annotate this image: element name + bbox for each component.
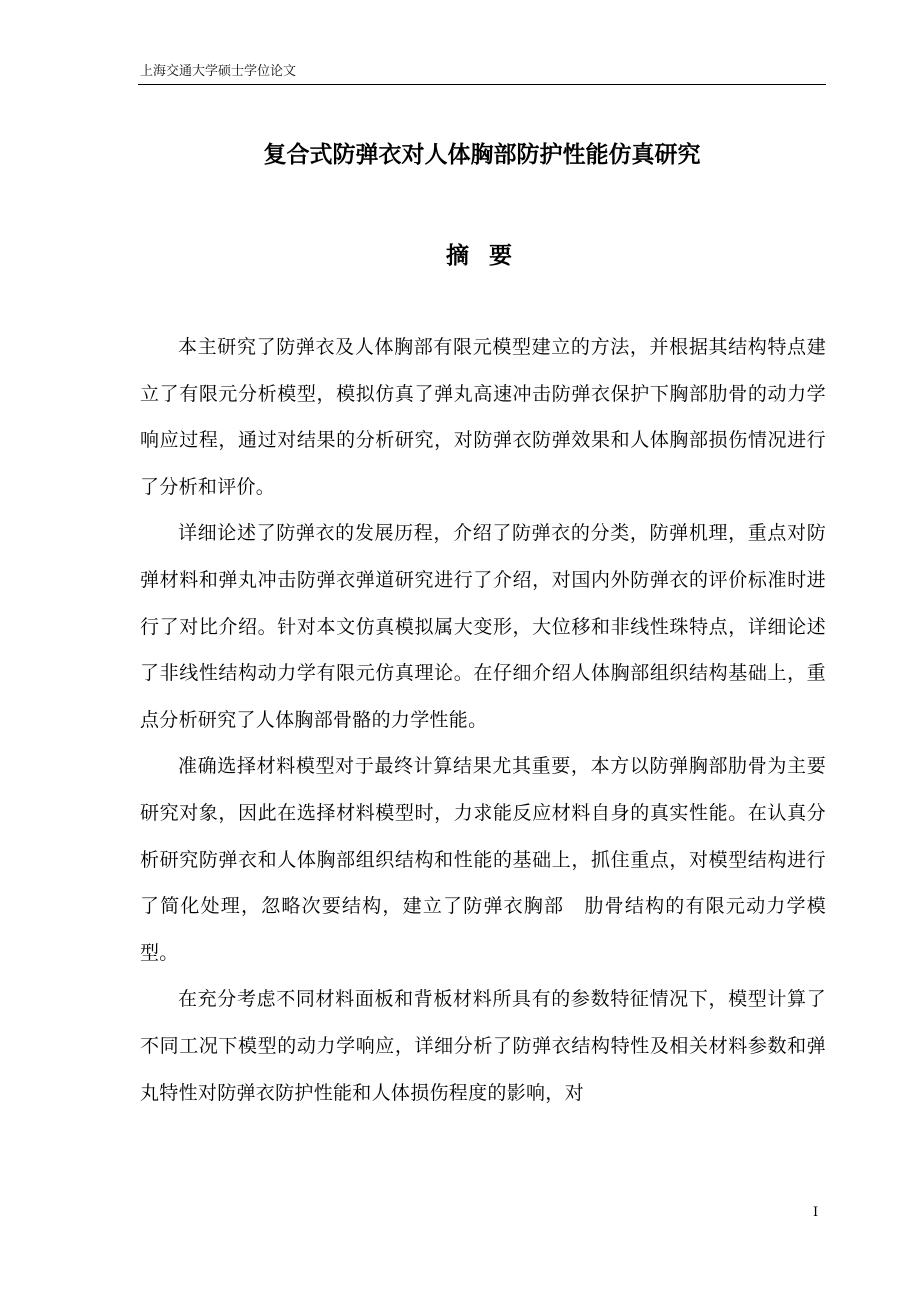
page-number: I — [813, 1205, 819, 1220]
abstract-paragraph-2: 详细论述了防弹衣的发展历程，介绍了防弹衣的分类，防弹机理，重点对防弹材料和弹丸冲击防弹衣弹道研究进行了介绍，对国内外防弹衣的评价标准时进行了对比介绍。针对本文仿真模拟属大变形，大位移和非线性珠特点，详细论述了非线性结构动力学有限元仿真理论。在仔细介绍人体胸部组织结构基础上，重点分析研究了人体胸部骨骼的力学性能。 — [140, 522, 826, 731]
header-rule — [138, 84, 826, 85]
abstract-paragraph-4: 在充分考虑不同材料面板和背板材料所具有的参数特征情况下，模型计算了不同工况下模型的动力学响应，详细分析了防弹衣结构特性及相关材料参数和弹丸特性对防弹衣防护性能和人体损伤程度的影响，对 — [140, 988, 826, 1104]
running-header: 上海交通大学硕士学位论文 — [140, 64, 297, 79]
abstract-body — [140, 324, 826, 1116]
abstract-paragraph-3: 准确选择材料模型对于最终计算结果尤其重要，本方以防弹胸部肋骨为主要研究对象，因此在选择材料模型时，力求能反应材料自身的真实性能。在认真分析研究防弹衣和人体胸部组织结构和性能的基础上，抓住重点，对模型结构进行了简化处理，忽略次要结构，建立了防弹衣胸部 肋骨结构的有限元动力学模型。 — [140, 755, 826, 964]
abstract-heading: 摘 要 — [445, 243, 518, 269]
abstract-paragraph-1: 本主研究了防弹衣及人体胸部有限元模型建立的方法，并根据其结构特点建立了有限元分析模型，模拟仿真了弹丸高速冲击防弹衣保护下胸部肋骨的动力学响应过程，通过对结果的分析研究，对防弹衣防弹效果和人体胸部损伤情况进行了分析和评价。 — [140, 336, 826, 498]
thesis-title: 复合式防弹衣对人体胸部防护性能仿真研究 — [263, 142, 701, 168]
